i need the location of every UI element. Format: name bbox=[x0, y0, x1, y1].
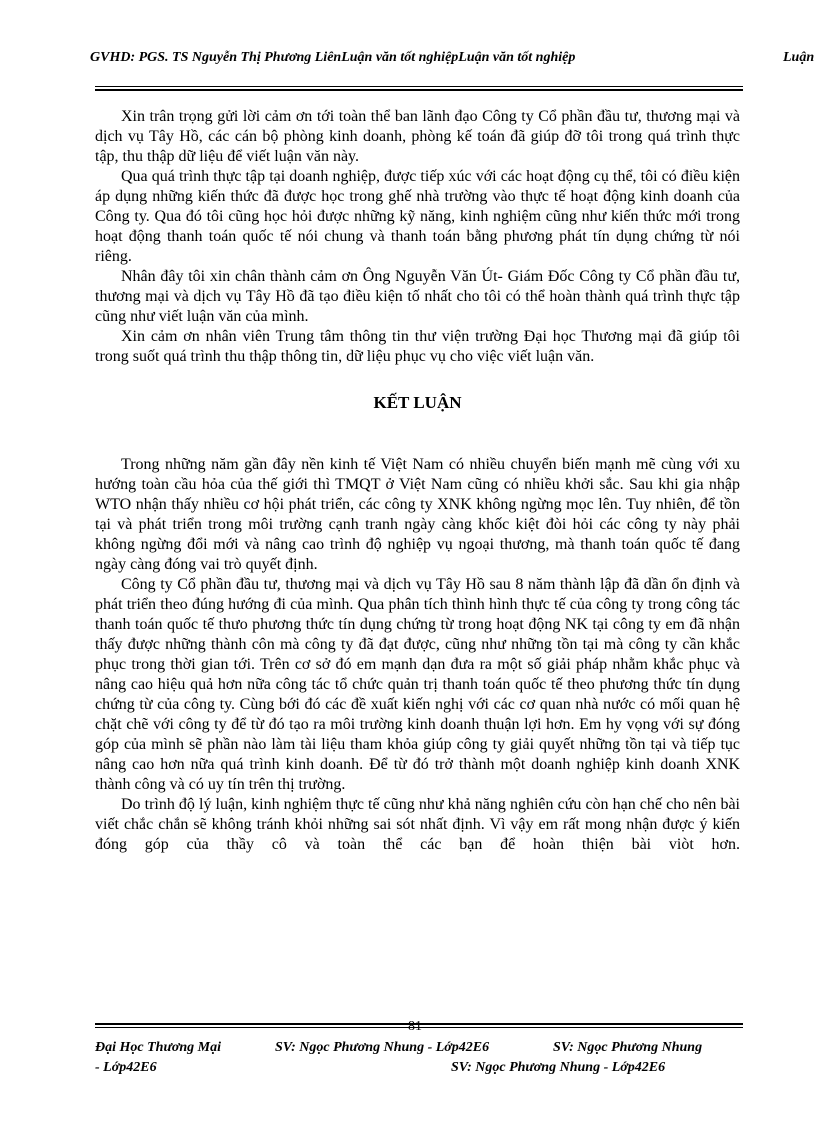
acknowledgement-paragraph-1: Xin trân trọng gửi lời cảm ơn tới toàn thể ban lãnh đạo Công ty Cổ phần đầu tư, thương mại và dịch vụ Tây Hồ, các cán bộ phòng kinh doanh, phòng kế toán đã giúp đỡ tôi trong quá trình thực tập, thu thập dữ liệu để viết luận văn này. bbox=[95, 108, 740, 165]
footer-student-1: SV: Ngọc Phương Nhung - Lớp42E6 bbox=[275, 1040, 490, 1055]
page-header bbox=[90, 50, 816, 72]
page-number: 81 bbox=[408, 1019, 422, 1034]
page-footer bbox=[95, 1040, 745, 1080]
header-rule-thin bbox=[95, 86, 743, 87]
footer-student-2-class: - Lớp42E6 bbox=[95, 1060, 157, 1075]
page-content bbox=[95, 107, 740, 855]
acknowledgement-paragraph-3: Nhân đây tôi xin chân thành cảm ơn Ông Nguyễn Văn Út- Giám Đốc Công ty Cổ phần đầu tư, thương mại và dịch vụ Tây Hồ đã tạo điều kiện tố nhất cho tôi có thể hoàn thành quá trình thực tập cũng như viết luận văn của mình. bbox=[95, 268, 740, 325]
footer-student-2: SV: Ngọc Phương Nhung bbox=[553, 1040, 703, 1055]
acknowledgement-paragraph-2: Qua quá trình thực tập tại doanh nghiệp, được tiếp xúc với các hoạt động cụ thể, tôi có điều kiện áp dụng những kiến thức đã được học trong ghế nhà trường vào thực tế hoạt động kinh doanh của Công ty. Qua đó tôi cũng học hỏi được những kỹ năng, kinh nghiệm cũng như kiến thức mới trong hoạt động thanh toán quốc tế nói chung và thanh toán bằng phương phát tín dụng chứng từ nói riêng. bbox=[95, 168, 740, 265]
acknowledgement-paragraph-4: Xin cảm ơn nhân viên Trung tâm thông tin thư viện trường Đại học Thương mại đã giúp tôi trong suốt quá trình thu thập thông tin, dữ liệu phục vụ cho việc viết luận văn. bbox=[95, 328, 740, 365]
footer-line-2 bbox=[95, 1060, 745, 1080]
footer-school: Đại Học Thương Mại bbox=[95, 1040, 221, 1055]
conclusion-paragraph-3: Do trình độ lý luận, kinh nghiệm thực tế cũng như khả năng nghiên cứu còn hạn chế cho nên bài viết chắc chắn sẽ không tránh khỏi những sai sót nhất định. Vì vậy em rất mong nhận được ý kiến đóng góp của thầy cô và toàn thể các bạn để hoàn thiện bài viòt hơn. bbox=[95, 796, 740, 853]
conclusion-paragraph-2: Công ty Cổ phần đầu tư, thương mại và dịch vụ Tây Hồ sau 8 năm thành lập đã dần ổn định và phát triển theo đúng hướng đi của mình. Qua phân tích thình hình thực tế của công ty trong công tác thanh toán quốc tế thưo phương thức tín dụng chứng từ trong hoạt động NK tại công ty em đã nhận thấy được những thành côn mà công ty đã đạt được, cũng như những tồn tại mà công ty cần khắc phục trong thời gian tới. Trên cơ sở đó em mạnh dạn đưa ra một số giải pháp nhằm khắc phục và nâng cao hiệu quả hơn nữa công tác tổ chức quản trị thanh toán quốc tế theo phương thức tín dụng chứng từ của công ty. Cùng bới đó các đề xuất kiến nghị với các cơ quan nhà nước có mối quan hệ chặt chẽ với công ty để từ đó tạo ra môi trường kinh doanh thuận lợi hơn. Em hy vọng với sự đóng góp của mình sẽ phần nào làm tài liệu tham khỏa giúp công ty giải quyết những tồn tại và tiếp tục nâng cao hơn nữa quá trình kinh doanh. Để từ đó trở thành một doanh nghiệp kinh doanh XNK thành công và có uy tín trên thị trường. bbox=[95, 576, 740, 793]
conclusion-heading: KẾT LUẬN bbox=[373, 393, 462, 412]
footer-line-1 bbox=[95, 1040, 745, 1060]
conclusion-paragraph-1: Trong những năm gần đây nền kinh tế Việt Nam có nhiều chuyển biến mạnh mẽ cùng với xu hướng toàn cầu hỏa của thế giới thì TMQT ở Việt Nam cũng có nhiều khởi sắc. Sau khi gia nhập WTO nhận thấy nhiều cơ hội phát triển, các công ty XNK không ngừng mọc lên. Tuy nhiên, để tồn tại và phát triển trong môi trường cạnh tranh ngày càng khốc kiệt đòi hỏi các công ty này phải không ngừng đổi mới và nâng cao trình độ nghiệp vụ ngoại thương, mà thanh toán quốc tế đang ngày càng đóng vai trò quyết định. bbox=[95, 456, 740, 573]
heading-spacer bbox=[95, 413, 740, 455]
footer-student-3: SV: Ngọc Phương Nhung - Lớp42E6 bbox=[451, 1060, 666, 1075]
header-left-text: GVHD: PGS. TS Nguyễn Thị Phương LiênLuận văn tốt nghiệpLuận văn tốt nghiệp bbox=[90, 50, 576, 65]
header-right-text: Luận bbox=[783, 50, 815, 65]
header-rule-thick bbox=[95, 89, 743, 91]
